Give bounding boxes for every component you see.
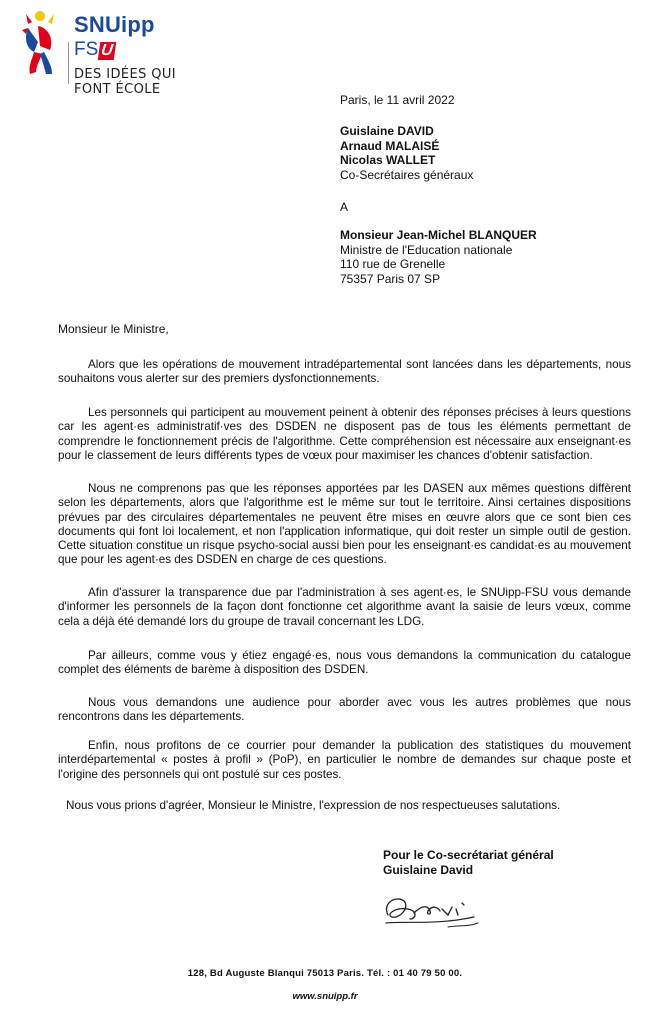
body-paragraph: Afin d'assurer la transparence due par l'administration à ses agent·es, le SNUipp-FSU vous demande d'informer les personnels de la façon dont fonctionne cet algorithme avant la saisie de leurs vœux, comme cela a déjà été demandé lors du groupe de travail concernant les LDG. <box>58 586 631 628</box>
body-paragraph: Nous vous demandons une audience pour aborder avec vous les autres problèmes que nous rencontrons dans les départements. <box>58 696 631 724</box>
signer-name: Guislaine DAVID <box>340 124 434 138</box>
to-word: A <box>340 200 349 214</box>
logo-tagline: DES IDÉES QUI FONT ÉCOLE <box>74 67 177 97</box>
logo-union-text <box>74 39 115 61</box>
salutation: Monsieur le Ministre, <box>58 322 169 336</box>
body-paragraph: Alors que les opérations de mouvement intradépartemental sont lancées dans les départements, nous souhaitons vous alerter sur des premiers dysfonctionnements. <box>58 358 631 386</box>
signers-role: Co-Secrétaires généraux <box>340 167 474 182</box>
snuipp-fsu-logo <box>14 6 204 97</box>
recipient-line: 110 rue de Grenelle <box>340 257 446 271</box>
signature-block <box>383 848 554 878</box>
signer-name: Arnaud MALAISÉ <box>340 138 440 153</box>
recipient-line: 75357 Paris 07 SP <box>340 271 441 286</box>
body-paragraph: Enfin, nous profitons de ce courrier pour demander la publication des statistiques du mouvement interdépartemental « postes à profil » (PoP), en particulier le nombre de demandes sur chaque poste et l'origine des personnels qui ont postulé sur ces postes. <box>58 739 631 781</box>
logo-union-mark: U <box>98 42 116 60</box>
footer-website: www.snuipp.fr <box>292 991 358 1002</box>
sign-title: Pour le Co-secrétariat général <box>383 848 554 862</box>
recipient-name: Monsieur Jean-Michel BLANQUER <box>340 228 537 242</box>
footer-address: 128, Bd Auguste Blanqui 75013 Paris. Tél. : 01 40 79 50 00. <box>187 968 463 979</box>
logo-brand-text: SNUipp <box>74 12 155 37</box>
logo-union-letters: FS <box>74 39 99 60</box>
body-paragraph: Les personnels qui participent au mouvement peinent à obtenir des réponses précises à leurs questions car les agent·es administratif·ves des DSDEN ne disposent pas de tous les éléments permettant de comprendre le fonctionnement précis de l'algorithme. Cette compréhension est nécessaire aux enseignant·es pour le classement de leurs différents types de vœux pour maximiser les chances d'obtenir satisfaction. <box>58 406 631 462</box>
signers-block <box>340 124 473 182</box>
recipient-line: Ministre de l'Education nationale <box>340 242 513 257</box>
recipient-block <box>340 228 537 286</box>
signer-name: Nicolas WALLET <box>340 153 436 167</box>
sign-name: Guislaine David <box>383 863 474 877</box>
snuipp-figure-icon <box>18 8 62 78</box>
body-paragraph: Nous ne comprenons pas que les réponses apportées par les DASEN aux mêmes questions diffèrent selon les départements, alors que l'algorithme est le même sur tout le territoire. Ainsi certaines dispositions prévues par des circulaires départementales ne peuvent être mises en œuvre alors que ce sont bien ces documents qui font loi localement, et non l'application informatique, qui doit rester un simple outil de gestion. Cette situation constitue un risque psycho-social aussi bien pour les enseignant·es candidat·es au mouvement que pour les agent·es des DSDEN en charge de ces questions. <box>58 482 631 567</box>
closing-formula: Nous vous prions d'agréer, Monsieur le Ministre, l'expression de nos respectueuses salutations. <box>66 799 561 812</box>
logo-divider <box>68 42 69 84</box>
body-paragraph: Par ailleurs, comme vous y étiez engagé·es, nous vous demandons la communication du catalogue complet des éléments de barème à disposition des DSDEN. <box>58 649 631 677</box>
handwritten-signature <box>378 885 488 935</box>
letter-date: Paris, le 11 avril 2022 <box>340 93 455 107</box>
